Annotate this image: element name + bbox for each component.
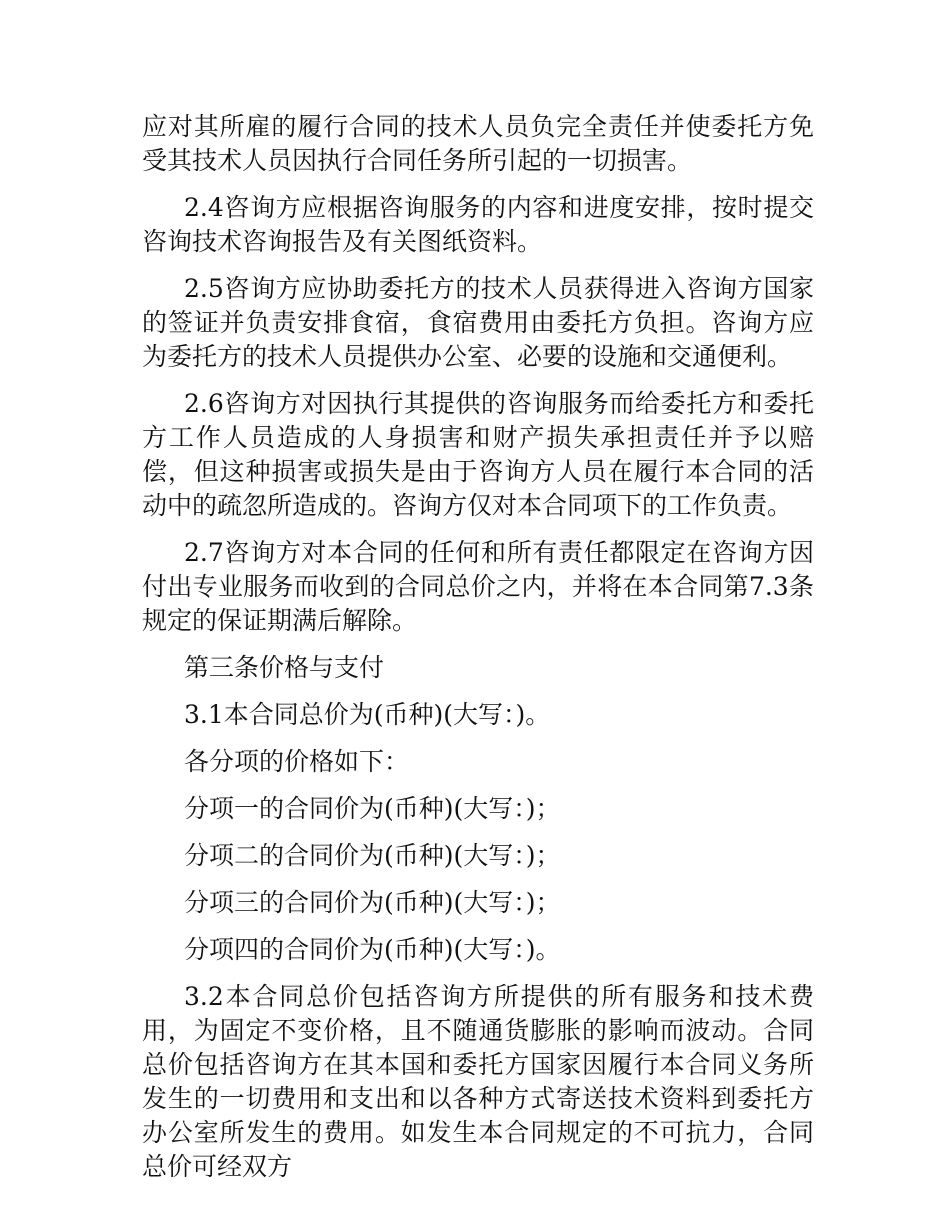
paragraph-3-1: 3.1本合同总价为(币种)(大写：)。 [184, 700, 551, 729]
paragraph-2-6: 2.6咨询方对因执行其提供的咨询服务而给委托方和委托方工作人员造成的人身损害和财产损失承担责任并予以赔偿，但这种损害或损失是由于咨询方人员在履行本合同的活动中的疏忽所造成的。咨询方仅对本合同项下的工作负责。 [142, 389, 814, 520]
document-body [142, 110, 814, 1184]
paragraph-2-7: 2.7咨询方对本合同的任何和所有责任都限定在咨询方因付出专业服务而收到的合同总价之内，并将在本合同第7.3条规定的保证期满后解除。 [142, 538, 814, 635]
paragraph-item-4-price: 分项四的合同价为(币种)(大写：)。 [184, 935, 561, 964]
paragraph-item-2-price: 分项二的合同价为(币种)(大写：)； [184, 841, 561, 870]
paragraph-item-1-price: 分项一的合同价为(币种)(大写：)； [184, 794, 561, 823]
paragraph-2-4: 2.4咨询方应根据咨询服务的内容和进度安排，按时提交咨询技术咨询报告及有关图纸资料。 [142, 193, 814, 256]
paragraph-itemized-prices-intro: 各分项的价格如下： [184, 747, 410, 776]
paragraph-3-2: 3.2本合同总价包括咨询方所提供的所有服务和技术费用，为固定不变价格，且不随通货膨胀的影响而波动。合同总价包括咨询方在其本国和委托方国家因履行本合同义务所发生的一切费用和支出和以各种方式寄送技术资料到委托方办公室所发生的费用。如发生本合同规定的不可抗力，合同总价可经双方 [142, 982, 814, 1181]
paragraph-2-5: 2.5咨询方应协助委托方的技术人员获得进入咨询方国家的签证并负责安排食宿，食宿费用由委托方负担。咨询方应为委托方的技术人员提供办公室、必要的设施和交通便利。 [142, 274, 814, 371]
section-heading-article-3: 第三条价格与支付 [184, 653, 385, 682]
paragraph-item-3-price: 分项三的合同价为(币种)(大写：)； [184, 888, 561, 917]
paragraph-continued-2-3: 应对其所雇的履行合同的技术人员负完全责任并使委托方免受其技术人员因执行合同任务所引起的一切损害。 [142, 112, 814, 175]
